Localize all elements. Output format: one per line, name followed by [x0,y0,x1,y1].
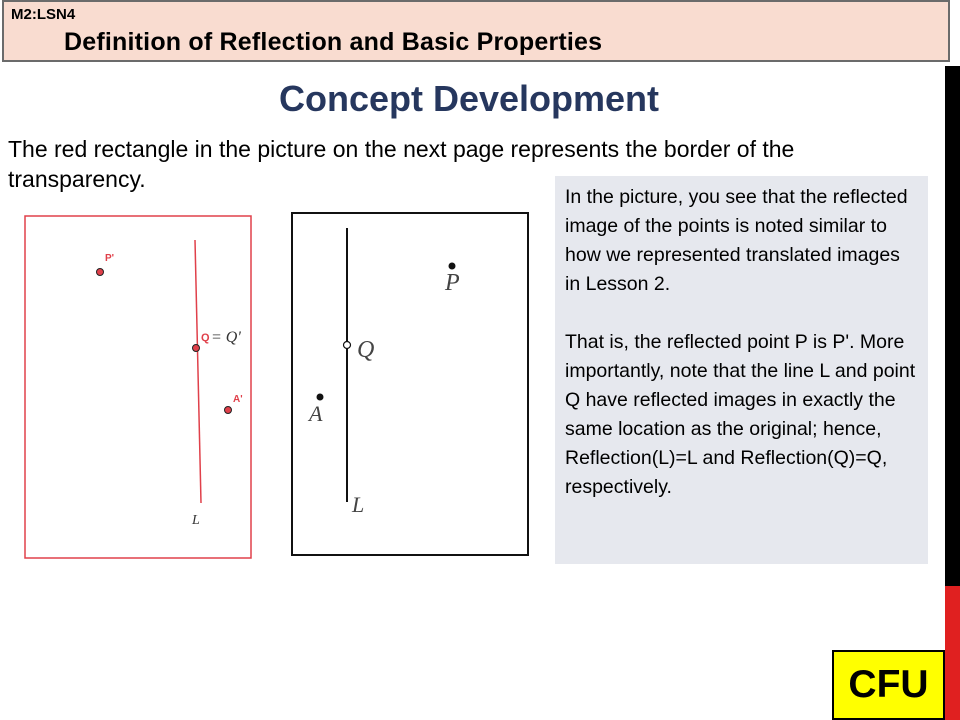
reflected-line-l [195,240,201,503]
intro-text: The red rectangle in the picture on the next page represents the border of the transparency. [8,136,795,192]
lesson-code: M2:LSN4 [11,6,76,23]
lesson-title: Definition of Reflection and Basic Properties [64,28,603,56]
right-accent-bar [945,66,960,586]
point-q-reflected [193,345,200,352]
label-a: A [309,401,323,426]
original-figure [292,213,528,555]
label-a-prime: A' [233,394,243,405]
note-paragraph-1: In the picture, you see that the reflected image of the points is noted similar to how we represented translated images in Lesson 2. [565,186,908,295]
original-border [292,213,528,555]
note-paragraph-2: That is, the reflected point P is P'. More importantly, note that the line L and point Q have reflected images in exactly the same location as the original; hence, Reflection(L)=L and Reflection(Q)=Q, respectively. [565,331,916,498]
label-line-l: L [352,492,365,517]
label-q-reflected: Q [201,332,210,344]
point-a [317,394,324,401]
right-accent-bar-red [945,586,960,720]
cfu-button[interactable]: CFU [832,650,945,720]
reflected-figure [25,216,251,558]
label-q-equals-q-prime: = Q' [211,329,241,346]
point-a-prime [225,407,232,414]
label-p-prime: P' [105,253,115,264]
label-line-l-reflected: L [192,513,200,528]
explanation-note [555,176,928,564]
transparency-border [25,216,251,558]
point-p-prime [97,269,104,276]
point-q [344,342,351,349]
point-p [449,263,456,270]
label-q: Q [357,337,375,363]
reflection-figure [0,0,560,600]
label-p: P [445,270,460,296]
section-title: Concept Development [278,78,660,119]
